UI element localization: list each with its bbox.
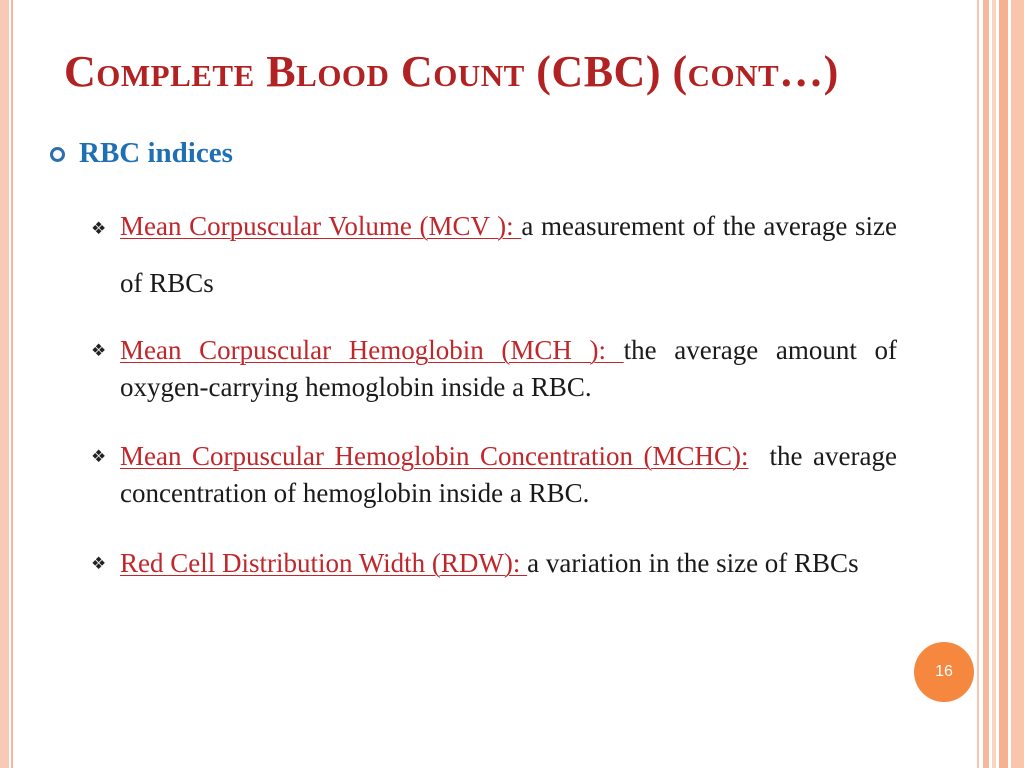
list-item-mcv [91,198,897,312]
right-decorative-stripes [977,0,1024,768]
diamond-bullet-icon: ❖ [91,447,107,466]
diamond-bullet-icon: ❖ [91,341,107,360]
description-mcv: a measurement of the average size of RBCs [120,211,897,298]
list-item-mchc [91,438,904,512]
diamond-bullet-icon: ❖ [91,219,107,238]
description-mchc: the average concentration of hemoglobin inside a RBC. [120,441,904,508]
heading-text: RBC indices [79,137,233,169]
slide-title: Complete Blood Count (CBC) (cont…) [64,47,839,96]
term-mcv: Mean Corpuscular Volume (MCV ): [120,211,522,241]
list-item-rdw [91,545,897,582]
term-mchc: Mean Corpuscular Hemoglobin Concentration (MCHC): [120,441,749,471]
diamond-bullet-icon: ❖ [91,554,107,573]
left-decorative-line [11,0,13,768]
description-rdw: a variation in the size of RBCs [527,548,859,578]
rbc-indices-heading [50,137,233,170]
term-mch: Mean Corpuscular Hemoglobin (MCH ): [120,335,624,365]
page-number-badge: 16 [914,642,974,702]
ring-bullet-icon [50,147,65,162]
description-mch: the average amount of oxygen-carrying hemoglobin inside a RBC. [120,335,898,402]
list-item-mch [91,332,897,406]
left-decorative-border [0,0,9,768]
term-rdw: Red Cell Distribution Width (RDW): [120,548,528,578]
